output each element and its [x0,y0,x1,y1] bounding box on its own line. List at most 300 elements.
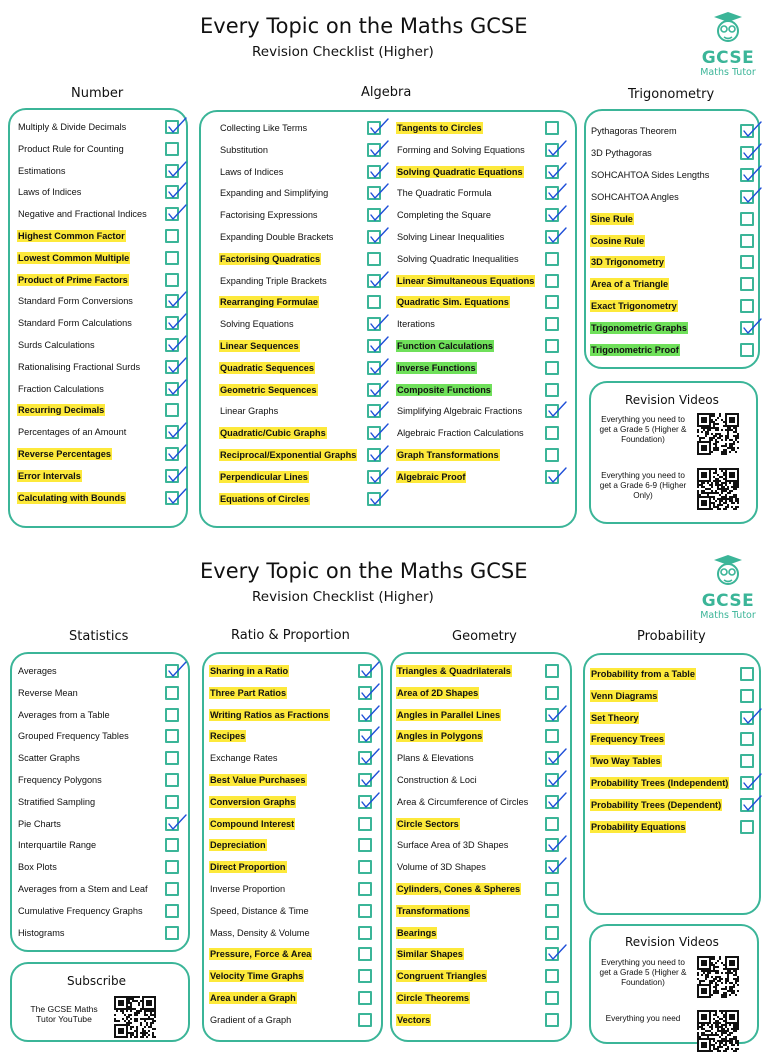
topic-label: Cylinders, Cones & Spheres [397,884,521,894]
page-title: Every Topic on the Maths GCSE [200,14,528,38]
checklist-item [209,836,267,854]
pen-tick-mark [360,659,382,679]
gcse-logo [696,553,760,622]
checklist-item [590,122,678,140]
topic-label: Negative and Fractional Indices [18,209,147,220]
topic-label: Estimations [18,165,66,176]
pen-tick-mark [369,160,391,180]
checklist-item [209,858,287,876]
topic-label: 3D Trigonometry [591,257,665,268]
checklist-item [396,1011,431,1029]
checklist-item [396,815,460,833]
topic-label: Linear Graphs [220,406,279,417]
topic-checkbox[interactable] [740,212,754,226]
checklist-item [590,341,680,359]
topic-checkbox[interactable] [545,729,559,743]
checklist-item [209,924,311,942]
topic-label: SOHCAHTOA Sides Lengths [591,169,710,180]
topic-label: Quadratic Sim. Equations [397,297,509,308]
topic-label: Vectors [397,1014,431,1025]
pen-tick-mark [369,269,391,289]
checklist-item [17,314,133,332]
topic-label: Simplifying Algebraic Fractions [397,406,523,417]
topic-label: Reverse Mean [18,687,78,698]
topic-checkbox[interactable] [545,904,559,918]
topic-label: Pythagoras Theorem [591,126,677,136]
checklist-item [219,402,279,420]
topic-checkbox[interactable] [545,991,559,1005]
topic-label: Surface Area of 3D Shapes [397,840,509,851]
topic-checkbox[interactable] [740,234,754,248]
topic-label: Composite Functions [397,384,491,395]
topic-label: Standard Form Conversions [18,296,133,307]
pen-tick-mark [547,181,569,201]
topic-label: The Quadratic Formula [397,188,492,199]
topic-label: Probability Equations [591,821,686,832]
topic-checkbox[interactable] [358,969,372,983]
pen-tick-mark [742,706,764,726]
checklist-item [209,684,287,702]
topic-label: Angles in Parallel Lines [397,709,501,720]
topic-label: Rationalising Fractional Surds [18,361,141,372]
pen-tick-mark [360,724,382,744]
checklist-item [590,232,645,250]
topic-label: Area under a Graph [210,993,296,1003]
topic-label: Cumulative Frequency Graphs [18,905,143,916]
topic-checkbox[interactable] [740,299,754,313]
checklist-item [396,446,500,464]
topic-checkbox[interactable] [545,969,559,983]
qr-code-icon[interactable] [114,996,156,1038]
topic-checkbox[interactable] [740,689,754,703]
checklist-item [17,227,126,245]
topic-label: Stratified Sampling [18,796,96,807]
checklist-item [396,468,466,486]
pen-tick-mark [369,334,391,354]
checklist-item [396,924,437,942]
topic-label: Transformations [397,905,469,916]
owl-mortarboard-icon [712,553,744,587]
topic-label: Averages [18,666,57,676]
checklist-item [219,141,269,159]
logo-gcse-text: GCSE [701,48,755,68]
topic-label: Gradient of a Graph [210,1014,292,1025]
topic-checkbox[interactable] [165,273,179,287]
topic-checkbox[interactable] [165,142,179,156]
topic-label: Depreciation [210,840,266,851]
pen-tick-mark [369,116,391,136]
topic-label: Area of a Triangle [591,279,669,290]
video-grade69-text: Everything you need to get a Grade 6-9 (Higher Only) [599,471,687,500]
topic-checkbox[interactable] [545,361,559,375]
owl-mortarboard-icon [712,10,744,44]
checklist-item [219,446,357,464]
topic-label: Solving Quadratic Inequalities [397,253,519,264]
checklist-item [17,445,112,463]
topic-label: Angles in Polygons [397,731,483,742]
topic-checkbox[interactable] [165,251,179,265]
topic-label: Exchange Rates [210,753,278,764]
video-grade69-text: Everything you need [605,1014,681,1023]
checklist-item [17,880,149,898]
logo-maths-tutor-text: Maths Tutor [700,67,756,78]
checklist-item [396,424,525,442]
pen-tick-mark [547,203,569,223]
checklist-item [219,381,318,399]
topic-label: Geometric Sequences [220,384,317,395]
pen-tick-mark [360,681,382,701]
topic-checkbox[interactable] [165,708,179,722]
checklist-item [396,293,510,311]
topic-checkbox[interactable] [740,667,754,681]
topic-label: Surds Calculations [18,340,95,350]
pen-tick-mark [547,942,569,962]
topic-checkbox[interactable] [545,926,559,940]
pen-tick-mark [547,399,569,419]
topic-checkbox[interactable] [545,274,559,288]
topic-checkbox[interactable] [740,343,754,357]
checklist-item [396,250,520,268]
pen-tick-mark [742,119,764,139]
checklist-item [219,250,321,268]
geometry-heading: Geometry [452,629,517,644]
pen-tick-mark [547,746,569,766]
pen-tick-mark [742,141,764,161]
logo-maths-tutor-text: Maths Tutor [700,610,756,621]
topic-label: Quadratic Sequences [220,362,314,373]
checklist-item [17,183,82,201]
topic-label: Laws of Indices [220,166,284,177]
topic-label: Highest Common Factor [18,231,125,241]
pen-tick-mark [360,790,382,810]
checklist-item [396,315,436,333]
qr-code-icon[interactable] [697,1010,739,1052]
topic-label: Two Way Tables [591,756,661,767]
checklist-item [219,490,310,508]
checklist-item [396,880,521,898]
topic-checkbox[interactable] [740,277,754,291]
pen-tick-mark [547,703,569,723]
checklist-item [396,206,492,224]
topic-label: Frequency Polygons [18,775,102,785]
topic-checkbox[interactable] [165,403,179,417]
pen-tick-mark [167,442,189,462]
checklist-item [17,706,111,724]
topic-checkbox[interactable] [165,773,179,787]
topic-checkbox[interactable] [165,838,179,852]
topic-label: Construction & Loci [397,775,477,785]
topic-checkbox[interactable] [358,947,372,961]
checklist-item [209,771,307,789]
pen-tick-mark [742,316,764,336]
checklist-item [219,315,295,333]
pen-tick-mark [167,659,189,679]
checklist-item [590,319,688,337]
topic-label: Grouped Frequency Tables [18,731,129,742]
topic-checkbox[interactable] [545,426,559,440]
topic-checkbox[interactable] [545,882,559,896]
topic-label: Triangles & Quadrilaterals [397,666,511,676]
topic-label: Set Theory [591,712,639,723]
checklist-item [17,380,105,398]
checklist-item [396,337,494,355]
pen-tick-mark [547,138,569,158]
pen-tick-mark [167,115,189,135]
topic-label: Reverse Percentages [18,449,111,459]
topic-label: Inverse Functions [397,362,476,373]
topic-checkbox[interactable] [165,729,179,743]
pen-tick-mark [369,225,391,245]
pen-tick-mark [167,464,189,484]
topic-checkbox[interactable] [367,252,381,266]
checklist-item [17,140,125,158]
subscribe-title: Subscribe [67,974,126,988]
checklist-item [17,836,97,854]
topic-label: Substitution [220,144,269,155]
revision-videos-title: Revision Videos [625,935,719,949]
checklist-item [17,162,67,180]
topic-checkbox[interactable] [545,664,559,678]
checklist-item [590,796,722,814]
checklist-item [209,967,304,985]
checklist-item [17,249,130,267]
checklist-item [17,924,65,942]
pen-tick-mark [369,465,391,485]
checklist-item [17,858,58,876]
gcse-logo [696,10,760,79]
checklist-item [396,662,512,680]
topic-label: Averages from a Stem and Leaf [18,884,148,894]
topic-label: Conversion Graphs [210,796,296,807]
checklist-item [219,359,315,377]
topic-checkbox[interactable] [545,1013,559,1027]
topic-label: Rearranging Formulae [220,297,319,308]
checklist-item [209,880,286,898]
topic-label: Sharing in a Ratio [210,666,289,676]
checklist-item [219,163,284,181]
topic-label: Expanding Triple Brackets [220,275,327,286]
topic-checkbox[interactable] [545,448,559,462]
checklist-item [209,902,310,920]
checklist-item [17,771,103,789]
trigonometry-heading: Trigonometry [628,87,715,102]
topic-checkbox[interactable] [740,255,754,269]
checklist-item [209,1011,292,1029]
topic-label: Factorising Quadratics [220,253,321,264]
checklist-item [396,359,477,377]
topic-checkbox[interactable] [358,882,372,896]
topic-label: Laws of Indices [18,187,82,198]
topic-checkbox[interactable] [358,838,372,852]
pen-tick-mark [742,771,764,791]
checklist-item [590,166,710,184]
pen-tick-mark [369,443,391,463]
checklist-item [590,730,665,748]
checklist-item [17,793,96,811]
checklist-item [396,727,483,745]
topic-label: Solving Quadratic Equations [397,166,523,177]
topic-label: Venn Diagrams [591,690,658,701]
checklist-item [17,727,130,745]
topic-label: SOHCAHTOA Angles [591,191,679,202]
pen-tick-mark [369,138,391,158]
checklist-item [396,858,487,876]
topic-label: Reciprocal/Exponential Graphs [220,450,357,460]
topic-label: Forming and Solving Equations [397,144,525,155]
topic-checkbox[interactable] [358,817,372,831]
topic-label: Completing the Square [397,210,491,221]
topic-checkbox[interactable] [358,991,372,1005]
checklist-item [590,144,653,162]
topic-label: Volume of 3D Shapes [397,862,486,873]
topic-label: Function Calculations [397,341,493,351]
pen-tick-mark [547,160,569,180]
page-title: Every Topic on the Maths GCSE [200,559,528,583]
topic-checkbox[interactable] [358,926,372,940]
checklist-item [209,815,295,833]
checklist-item [209,706,330,724]
topic-checkbox[interactable] [165,795,179,809]
topic-checkbox[interactable] [165,904,179,918]
topic-checkbox[interactable] [545,252,559,266]
topic-checkbox[interactable] [545,817,559,831]
checklist-item [590,253,665,271]
pen-tick-mark [167,355,189,375]
pen-tick-mark [369,399,391,419]
topic-checkbox[interactable] [358,904,372,918]
topic-label: Product Rule for Counting [18,143,124,154]
pen-tick-mark [369,356,391,376]
topic-label: Algebraic Fraction Calculations [397,428,524,439]
checklist-item [396,771,478,789]
checklist-item [209,989,297,1007]
checklist-item [17,118,127,136]
checklist-item [590,275,669,293]
checklist-item [17,662,58,680]
video-grade5-text: Everything you need to get a Grade 5 (Higher & Foundation) [599,415,687,444]
topic-label: 3D Pythagoras [591,147,652,158]
topic-checkbox[interactable] [545,686,559,700]
checklist-item [590,818,686,836]
checklist-item [209,662,289,680]
checklist-item [209,945,312,963]
topic-checkbox[interactable] [165,860,179,874]
topic-label: Compound Interest [210,818,295,829]
topic-label: Quadratic/Cubic Graphs [220,428,326,439]
topic-checkbox[interactable] [165,926,179,940]
topic-checkbox[interactable] [358,1013,372,1027]
topic-checkbox[interactable] [165,751,179,765]
pen-tick-mark [369,421,391,441]
checklist-item [396,793,529,811]
topic-checkbox[interactable] [545,383,559,397]
topic-checkbox[interactable] [545,339,559,353]
checklist-item [17,205,148,223]
topic-checkbox[interactable] [740,820,754,834]
topic-label: Mass, Density & Volume [210,927,310,938]
topic-label: Multiply & Divide Decimals [18,122,127,132]
number-heading: Number [71,86,124,101]
topic-checkbox[interactable] [740,754,754,768]
topic-label: Circle Theorems [397,993,469,1003]
topic-label: Solving Equations [220,319,294,330]
topic-label: Velocity Time Graphs [210,971,304,982]
pen-tick-mark [547,465,569,485]
checklist-item [396,749,475,767]
topic-checkbox[interactable] [358,860,372,874]
checklist-item [219,272,328,290]
topic-label: Bearings [397,927,437,938]
topic-label: Histograms [18,927,65,938]
topic-label: Expanding Double Brackets [220,232,334,242]
pen-tick-mark [167,812,189,832]
pen-tick-mark [369,181,391,201]
qr-code-icon[interactable] [697,413,739,455]
topic-label: Collecting Like Terms [220,123,308,133]
checklist-item [219,468,309,486]
topic-checkbox[interactable] [367,295,381,309]
topic-label: Product of Prime Factors [18,274,128,285]
topic-label: Perpendicular Lines [220,471,308,482]
subscribe-text: The GCSE Maths Tutor YouTube [30,1004,98,1024]
pen-tick-mark [167,420,189,440]
pen-tick-mark [742,163,764,183]
checklist-item [396,163,524,181]
qr-code-icon[interactable] [697,468,739,510]
topic-label: Calculating with Bounds [18,492,126,503]
checklist-item [396,141,526,159]
topic-label: Exact Trigonometry [591,301,677,312]
checklist-item [17,423,127,441]
topic-label: Recipes [210,731,246,742]
statistics-heading: Statistics [69,629,129,644]
checklist-item [17,467,82,485]
topic-label: Area & Circumference of Circles [397,796,529,807]
checklist-item [590,297,678,315]
topic-label: Iterations [397,319,435,330]
topic-label: Plans & Elevations [397,753,474,764]
topic-label: Three Part Ratios [210,687,287,698]
checklist-item [396,228,505,246]
topic-label: Expanding and Simplifying [220,188,329,199]
checklist-item [17,684,79,702]
probability-heading: Probability [637,629,706,644]
topic-label: Speed, Distance & Time [210,905,309,916]
topic-label: Linear Sequences [220,341,299,351]
checklist-item [590,188,680,206]
checklist-item [590,752,662,770]
pen-tick-mark [742,185,764,205]
topic-checkbox[interactable] [545,295,559,309]
checklist-item [17,902,144,920]
topic-checkbox[interactable] [165,882,179,896]
topic-checkbox[interactable] [165,229,179,243]
topic-label: Trigonometric Graphs [591,323,687,334]
checklist-item [396,902,470,920]
pen-tick-mark [167,159,189,179]
topic-label: Writing Ratios as Fractions [210,709,329,720]
topic-checkbox[interactable] [165,686,179,700]
checklist-item [209,793,296,811]
pen-tick-mark [167,333,189,353]
topic-checkbox[interactable] [740,732,754,746]
topic-checkbox[interactable] [545,121,559,135]
topic-checkbox[interactable] [545,317,559,331]
pen-tick-mark [547,855,569,875]
topic-label: Frequency Trees [591,734,665,745]
pen-tick-mark [547,790,569,810]
qr-code-icon[interactable] [697,956,739,998]
